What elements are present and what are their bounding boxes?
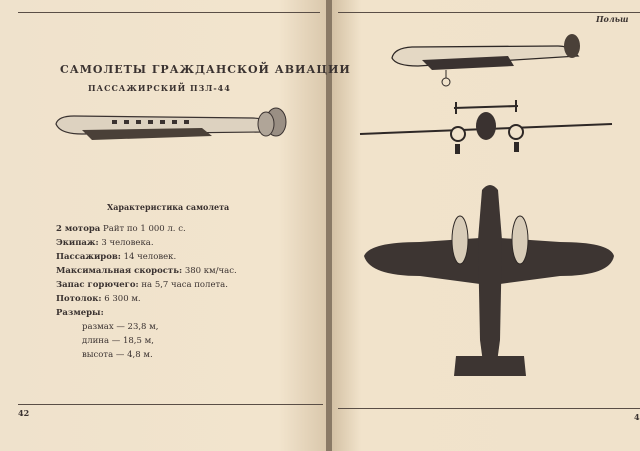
spec-fuel (56, 280, 228, 290)
top-rule-right (338, 12, 640, 13)
spec-label: Потолок: (56, 294, 102, 304)
bottom-rule-right (338, 408, 640, 409)
spec-crew (56, 238, 154, 248)
spec-value: 3 человека. (101, 238, 154, 248)
spec-label: 2 мотора (56, 224, 101, 234)
bottom-rule-left (18, 404, 323, 405)
spec-label: Максимальная скорость: (56, 266, 183, 276)
dim-label: размах (82, 322, 114, 332)
spec-value: Райт по 1 000 л. с. (103, 224, 186, 234)
spec-label: Запас горючего: (56, 280, 139, 290)
spec-label: Экипаж: (56, 238, 99, 248)
dim-length (82, 336, 154, 346)
spec-label: Размеры: (56, 308, 104, 318)
spec-max-speed (56, 266, 237, 276)
aircraft-top-view (360, 180, 618, 380)
section-title: Характеристика самолета (107, 202, 230, 212)
spec-label: Пассажиров: (56, 252, 121, 262)
dim-value: — 4,8 м. (115, 350, 153, 360)
running-header: Польш (596, 14, 629, 24)
spec-value: на 5,7 часа полета. (141, 280, 228, 290)
page-number-left: 42 (18, 408, 30, 418)
dim-height (82, 350, 153, 360)
dim-value: — 23,8 м, (116, 322, 159, 332)
aircraft-subtitle: ПАССАЖИРСКИЙ ПЗЛ-44 (88, 83, 231, 93)
page-title: САМОЛЕТЫ ГРАЖДАНСКОЙ АВИАЦИИ (60, 63, 351, 76)
page-number-right: 4 (634, 412, 640, 422)
aircraft-side-illustration (52, 104, 292, 146)
spec-passengers (56, 252, 176, 262)
dim-value: — 18,5 м, (111, 336, 154, 346)
spec-ceiling (56, 294, 141, 304)
dim-label: высота (82, 350, 114, 360)
top-rule-left (18, 12, 320, 13)
dim-label: длина (82, 336, 110, 346)
spec-value: 6 300 м. (104, 294, 141, 304)
dim-span (82, 322, 158, 332)
spec-value: 14 человек. (123, 252, 177, 262)
aircraft-side-view (388, 30, 588, 90)
spec-dimensions (56, 308, 104, 318)
spec-engines (56, 224, 186, 234)
aircraft-front-view (358, 100, 614, 160)
spec-value: 380 км/час. (184, 266, 237, 276)
